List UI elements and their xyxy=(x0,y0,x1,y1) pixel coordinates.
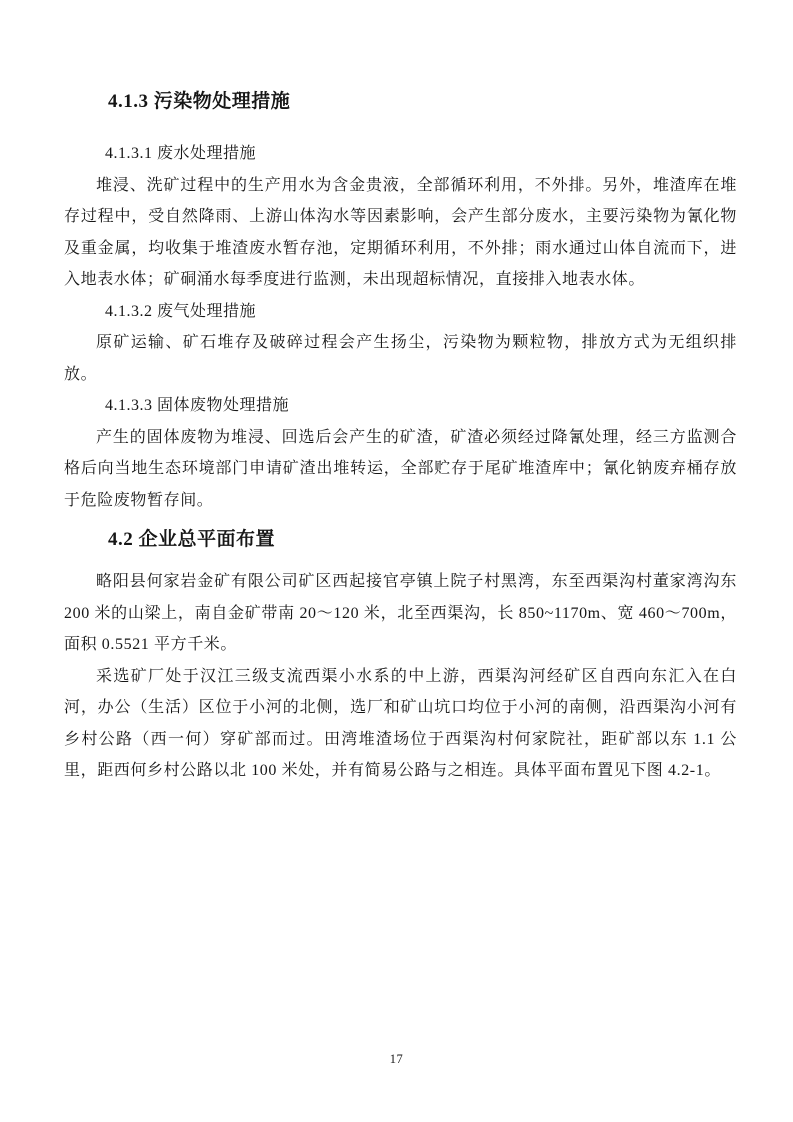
paragraph-site-boundaries: 略阳县何家岩金矿有限公司矿区西起接官亭镇上院子村黑湾，东至西渠沟村董家湾沟东 200 米的山梁上，南自金矿带南 20～120 米，北至西渠沟，长 850~1170m、宽 460～700m，面积 0.5521 平方千米。 xyxy=(64,573,737,653)
subsection-heading-4-1-3-2: 4.1.3.2 废气处理措施 xyxy=(105,302,257,320)
page-number: 17 xyxy=(389,1052,404,1066)
paragraph-wastewater-treatment: 堆浸、洗矿过程中的生产用水为含金贵液，全部循环利用，不外排。另外，堆渣库在堆存过程中，受自然降雨、上游山体沟水等因素影响，会产生部分废水，主要污染物为氰化物及重金属，均收集于堆渣废水暂存池，定期循环利用，不外排；雨水通过山体自流而下，进入地表水体；矿硐涌水每季度进行监测，未出现超标情况，直接排入地表水体。 xyxy=(64,176,737,288)
page-footer xyxy=(0,1050,793,1068)
section-heading-4-2: 4.2 企业总平面布置 xyxy=(108,529,276,550)
paragraph-solid-waste-treatment: 产生的固体废物为堆浸、回选后会产生的矿渣，矿渣必须经过降氰处理，经三方监测合格后向当地生态环境部门申请矿渣出堆转运，全部贮存于尾矿堆渣库中；氰化钠废弃桶存放于危险废物暂存间。 xyxy=(64,428,737,509)
paragraph-waste-gas-treatment: 原矿运输、矿石堆存及破碎过程会产生扬尘，污染物为颗粒物，排放方式为无组织排放。 xyxy=(64,334,737,383)
subsection-heading-4-1-3-1: 4.1.3.1 废水处理措施 xyxy=(105,145,257,162)
document-content xyxy=(64,0,737,787)
section-heading-4-1-3: 4.1.3 污染物处理措施 xyxy=(108,91,291,112)
subsection-heading-4-1-3-3: 4.1.3.3 固体废物处理措施 xyxy=(105,397,290,414)
paragraph-site-layout: 采选矿厂处于汉江三级支流西渠小水系的中上游，西渠沟河经矿区自西向东汇入在白河，办公（生活）区位于小河的北侧，选厂和矿山坑口均位于小河的南侧，沿西渠沟小河有乡村公路（西一何）穿矿部而过。田湾堆渣场位于西渠沟村何家院社，距矿部以东 1.1 公里，距西何乡村公路以北 100 米处，并有简易公路与之相连。具体平面布置见下图 4.2-1。 xyxy=(64,667,737,779)
